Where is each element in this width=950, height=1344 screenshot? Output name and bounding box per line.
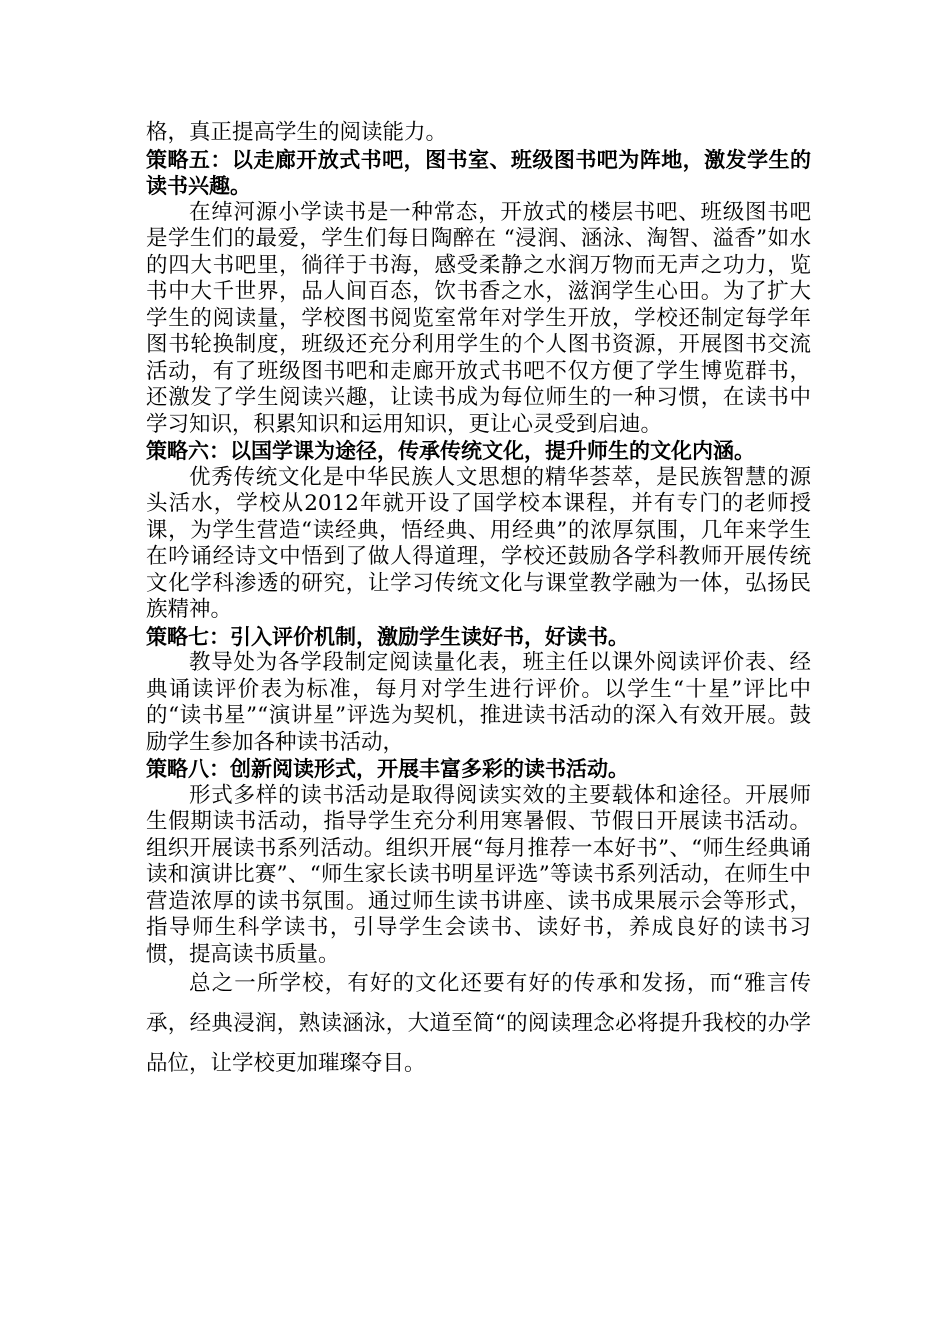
paragraph-strategy-5-body: 在绰河源小学读书是一种常态，开放式的楼层书吧、班级图书吧是学生们的最爱，学生们每日陶醉在 “浸润、涵泳、淘智、溢香”如水的四大书吧里，徜徉于书海，感受柔静之水润万物而无声之功力，览书中大千世界，品人间百态，饮书香之水，滋润学生心田。为了扩大学生的阅读量，学校图书阅览室常年对学生开放，学校还制定每学年图书轮换制度，班级还充分利用学生的个人图书资源，开展图书交流活动，有了班级图书吧和走廊开放式书吧不仅方便了学生博览群书，还激发了学生阅读兴趣，让读书成为每位师生的一种习惯，在读书中学习知识，积累知识和运用知识，更让心灵受到启迪。 <box>146 199 811 437</box>
paragraph-strategy-7-body: 教导处为各学段制定阅读量化表，班主任以课外阅读评价表、经典诵读评价表为标准，每月对学生进行评价。以学生“十星”评比中的“读书星”“演讲星”评选为契机，推进读书活动的深入有效开展。鼓励学生参加各种读书活动， <box>146 650 811 755</box>
paragraph-continuation: 格，真正提高学生的阅读能力。 <box>146 120 448 145</box>
heading-strategy-6: 策略六：以国学课为途径，传承传统文化，提升师生的文化内涵。 <box>146 439 755 463</box>
paragraph-strategy-6-body: 优秀传统文化是中华民族人文思想的精华荟萃，是民族智慧的源头活水，学校从2012年就开设了国学校本课程，并有专门的老师授课，为学生营造“读经典，悟经典、用经典”的浓厚氛围，几年来学生在吟诵经诗文中悟到了做人得道理，学校还鼓励各学科教师开展传统文化学科渗透的研究，让学习传统文化与课堂教学融为一体，弘扬民族精神。 <box>146 464 811 622</box>
paragraph-strategy-8-body: 形式多样的读书活动是取得阅读实效的主要载体和途径。开展师生假期读书活动，指导学生充分利用寒暑假、节假日开展读书活动。组织开展读书系列活动。组织开展“每月推荐一本好书”、“师生经典诵读和演讲比赛”、“师生家长读书明星评选”等读书系列活动，在师生中营造浓厚的读书氛围。通过师生读书讲座、读书成果展示会等形式，指导师生科学读书，引导学生会读书、读好书，养成良好的读书习惯，提高读书质量。 <box>146 782 811 967</box>
document-body <box>146 120 811 1084</box>
heading-strategy-5: 策略五：以走廊开放式书吧，图书室、班级图书吧为阵地，激发学生的读书兴趣。 <box>146 147 811 198</box>
paragraph-conclusion: 总之一所学校，有好的文化还要有好的传承和发扬，而“雅言传承，经典浸润，熟读涵泳，大道至简“的阅读理念必将提升我校的办学品位，让学校更加璀璨夺目。 <box>146 971 811 1076</box>
heading-strategy-7: 策略七：引入评价机制，激励学生读好书，好读书。 <box>146 624 629 649</box>
heading-strategy-8: 策略八：创新阅读形式，开展丰富多彩的读书活动。 <box>146 757 629 781</box>
